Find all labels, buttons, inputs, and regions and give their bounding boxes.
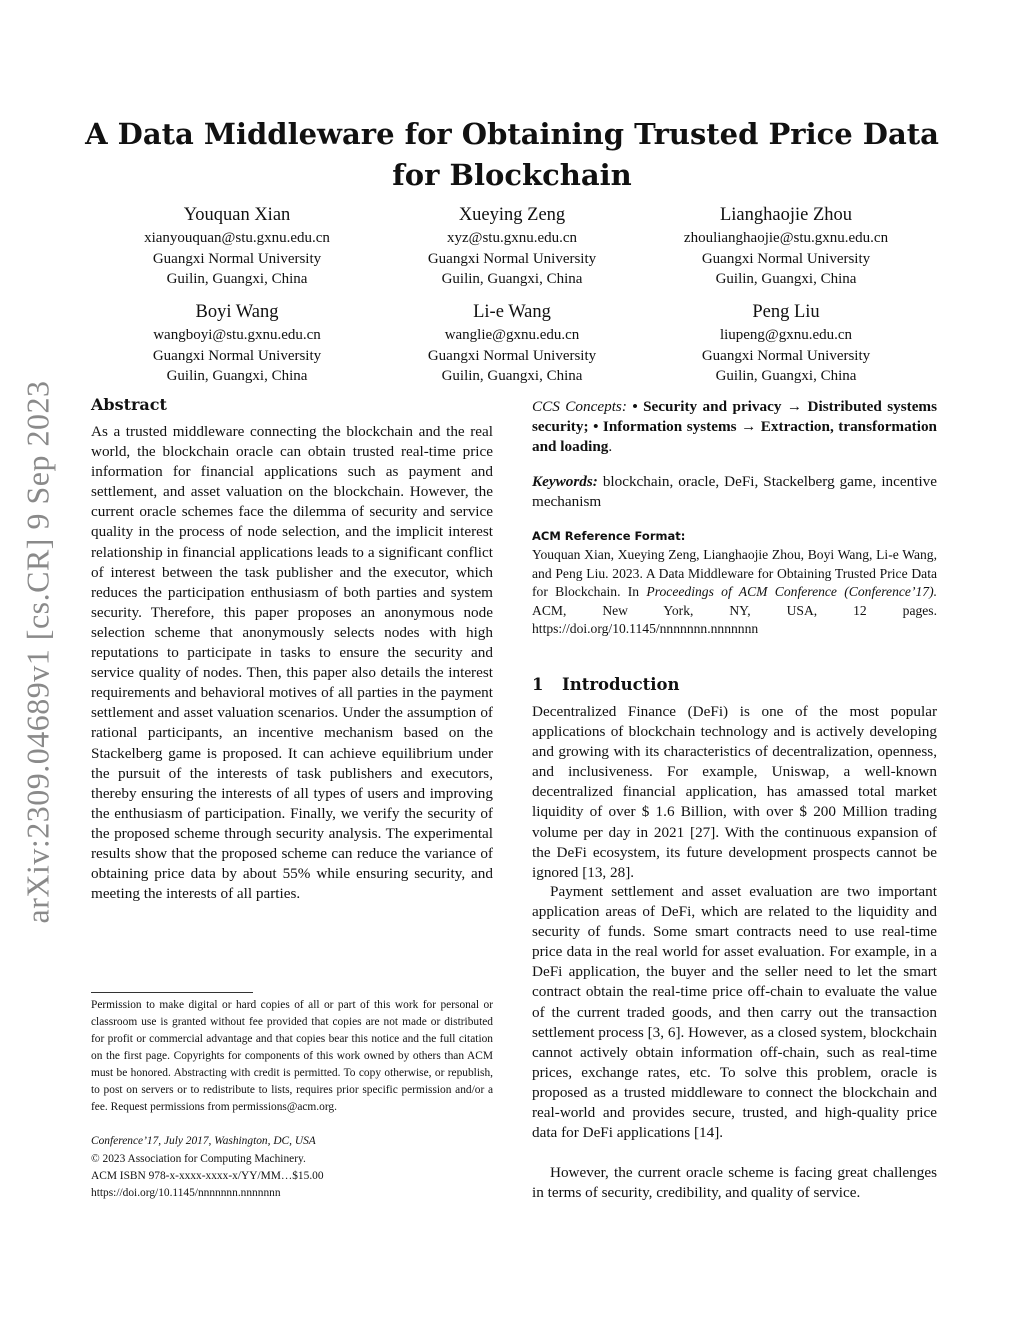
author-email: xianyouquan@stu.gxnu.edu.cn [144,230,330,246]
author-location: Guilin, Guangxi, China [715,368,857,384]
author-email: zhoulianghaojie@stu.gxnu.edu.cn [683,230,889,246]
arxiv-identifier-text: arXiv:2309.04689v1 [cs.CR] 9 Sep 2023 [19,380,56,924]
arxiv-identifier [14,364,62,940]
author-location: Guilin, Guangxi, China [715,271,857,287]
author-affiliation: Guangxi Normal University [152,250,322,267]
author-block [100,203,374,290]
author-affiliation: Guangxi Normal University [701,250,871,267]
author-block [649,203,923,290]
footnote-divider [91,992,253,993]
author-affiliation: Guangxi Normal University [427,347,597,364]
reference-format-heading: ACM Reference Format: [532,529,686,543]
section-number: 1 [532,675,544,694]
reference-text-end: ACM, New York, NY, USA, 12 pages. https://doi.org/10.1145/nnnnnnn.nnnnnnn [532,602,937,637]
author-location: Guilin, Guangxi, China [441,271,583,287]
author-block [375,203,649,290]
author-email: liupeng@gxnu.edu.cn [719,327,853,343]
abstract-heading: Abstract [91,395,167,414]
author-name: Li-e Wang [473,302,551,322]
author-affiliation: Guangxi Normal University [152,347,322,364]
author-location: Guilin, Guangxi, China [166,271,308,287]
paper-title: A Data Middleware for Obtaining Trusted Price Data for Blockchain [85,117,939,192]
keywords [532,472,937,512]
reference-format-text [532,546,937,639]
author-affiliation: Guangxi Normal University [701,347,871,364]
author-email: wanglie@gxnu.edu.cn [444,327,580,343]
author-location: Guilin, Guangxi, China [166,368,308,384]
intro-paragraph: Payment settlement and asset evaluation are two important application areas of DeFi, which are related to the liquidity and security of funds. Some smart contracts need to use real-time price data in the real world for asset evaluation. For example, in a DeFi application, the buyer and the seller need to let the smart contract obtain the real-time price off-chain to evaluate the value of the current traded goods, and then carry out the transaction settlement process [3, 6]. However, as a closed system, blockchain cannot actively obtain information off-chain, such as real-time prices, exchange rates, etc. To solve this problem, oracle is proposed as a trusted middleware to connect the blockchain and real-world and provides secure, trusted, and high-quality price data for DeFi applications [14]. [532,883,937,1142]
ccs-label: CCS Concepts: [532,398,627,415]
ccs-concept-2: • Information systems → Extraction, transformation and loading [532,418,937,456]
section-title: Introduction [562,675,680,694]
reference-venue: Proceedings of ACM Conference (Conference’17). [646,584,937,600]
author-email: xyz@stu.gxnu.edu.cn [446,230,578,246]
ccs-end: . [608,438,613,456]
copyright-notice: © 2023 Association for Computing Machinery. [91,1153,306,1165]
doi-link[interactable]: https://doi.org/10.1145/nnnnnnn.nnnnnnn [91,1187,281,1199]
author-block [100,300,374,387]
author-email: wangboyi@stu.gxnu.edu.cn [153,327,321,343]
author-block [649,300,923,387]
author-block [375,300,649,387]
author-affiliation: Guangxi Normal University [427,250,597,267]
author-name: Xueying Zeng [458,205,566,225]
author-name: Boyi Wang [195,302,279,322]
author-name: Youquan Xian [183,205,291,225]
isbn-line: ACM ISBN 978-x-xxxx-xxxx-x/YY/MM…$15.00 [91,1170,324,1182]
author-name: Lianghaojie Zhou [719,205,853,225]
section-heading-introduction [532,675,680,694]
reference-text-start: Youquan Xian, Xueying Zeng, Lianghaojie Zhou, Boyi Wang, Li-e Wang, and Peng Liu. 2023. A Data Middleware for Obtaining Trusted Price Data for Blockchain. In [532,547,937,600]
intro-paragraph: Decentralized Finance (DeFi) is one of the most popular applications of blockchain technology and is actively developing and growing with its characteristics of decentralization, openness, and inclusiveness. For example, Uniswap, a well-known decentralized financial application, has amassed total market liquidity of over $ 1.6 Billion, with over $ 200 Million trading volume per day in 2021 [27]. With the continuous expansion of the DeFi ecosystem, its future development prospects cannot be ignored [13, 28]. [532,703,937,881]
ccs-concepts [532,397,937,457]
keywords-label: Keywords: [532,473,598,490]
abstract-text: As a trusted middleware connecting the blockchain and the real world, the blockchain oracle can obtain trusted real-time price information for financial applications such as payment and settlement, and asset valuation on the blockchain. However, the current oracle schemes face the dilemma of security and service quality in the process of node selection, and the implicit interest relationship in financial applications leads to a significant conflict of interest between the task publisher and the executor, which reduces the participation enthusiasm of both parties and system security. Therefore, this paper proposes an anonymous node selection scheme that anonymously selects nodes with high reputations to participate in tasks to ensure the security and service quality of nodes. Then, this paper also details the interest requirements and behavioral motives of all parties in the payment settlement and asset valuation scenarios. Under the assumption of rational participants, an incentive mechanism based on the Stackelberg game is proposed. It can achieve equilibrium under the pursuit of the interests of task publishers and executors, thereby ensuring the interests of all types of users and improving the enthusiasm of participation. Finally, we verify the security of the proposed scheme through security analysis. The experimental results show that the proposed scheme can reduce the variance of obtaining price data by about 55% while ensuring security, and meeting the interests of all parties. [91,423,493,903]
ccs-concept-1: • Security and privacy → Distributed systems security; [532,398,937,436]
keywords-text: blockchain, oracle, DeFi, Stackelberg game, incentive mechanism [532,473,937,511]
author-location: Guilin, Guangxi, China [441,368,583,384]
permission-notice: Permission to make digital or hard copies of all or part of this work for personal or classroom use is granted without fee provided that copies are not made or distributed for profit or commercial advantage and that copies bear this notice and the full citation on the first page. Copyrights for components of this work owned by others than ACM must be honored. Abstracting with credit is permitted. To copy otherwise, or republish, to post on servers or to redistribute to lists, requires prior specific permission and/or a fee. Request permissions from permissions@acm.org. [91,999,493,1113]
conference-info: Conference’17, July 2017, Washington, DC, USA [91,1135,316,1147]
author-name: Peng Liu [752,302,820,322]
intro-paragraph: However, the current oracle scheme is facing great challenges in terms of security, credibility, and quality of service. [532,1164,937,1202]
